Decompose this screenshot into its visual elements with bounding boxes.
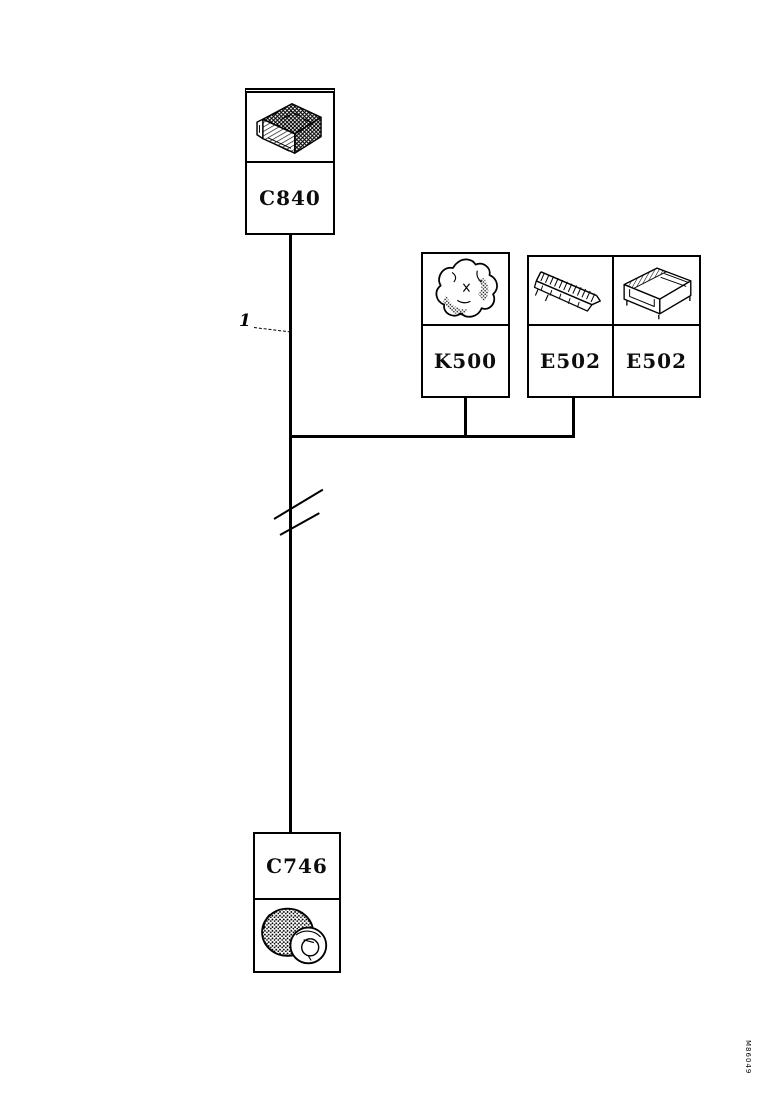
main-harness-wire (289, 235, 292, 832)
wire-break-mark-lower (280, 512, 320, 536)
relay-icon (424, 255, 508, 323)
c746-connector-art (255, 900, 339, 971)
k500-drop-wire (464, 396, 467, 438)
c746-label: C746 (255, 834, 339, 900)
callout-leader-line (254, 327, 291, 333)
callout-number: 1 (239, 311, 251, 331)
junction-branch-wire (290, 435, 575, 438)
corner-code-watermark: M86049 (744, 1040, 752, 1075)
c840-connector-art (247, 93, 333, 163)
k500-relay-art (423, 254, 508, 326)
multiway-connector-icon (248, 95, 332, 159)
e502-left-label: E502 (529, 326, 614, 396)
component-box-k500 (421, 252, 510, 398)
component-box-c746 (253, 832, 341, 973)
e502-strip-art (529, 257, 614, 326)
k500-label: K500 (433, 349, 498, 373)
component-box-e502 (527, 255, 701, 398)
e502-module-art (614, 257, 699, 326)
control-module-icon (617, 259, 697, 322)
round-connector-icon (256, 903, 338, 969)
inline-connector-icon (531, 259, 611, 322)
e502-drop-wire (572, 396, 575, 438)
component-box-c840 (245, 88, 335, 235)
e502-right-label: E502 (626, 349, 687, 373)
c840-label: C840 (259, 186, 321, 210)
